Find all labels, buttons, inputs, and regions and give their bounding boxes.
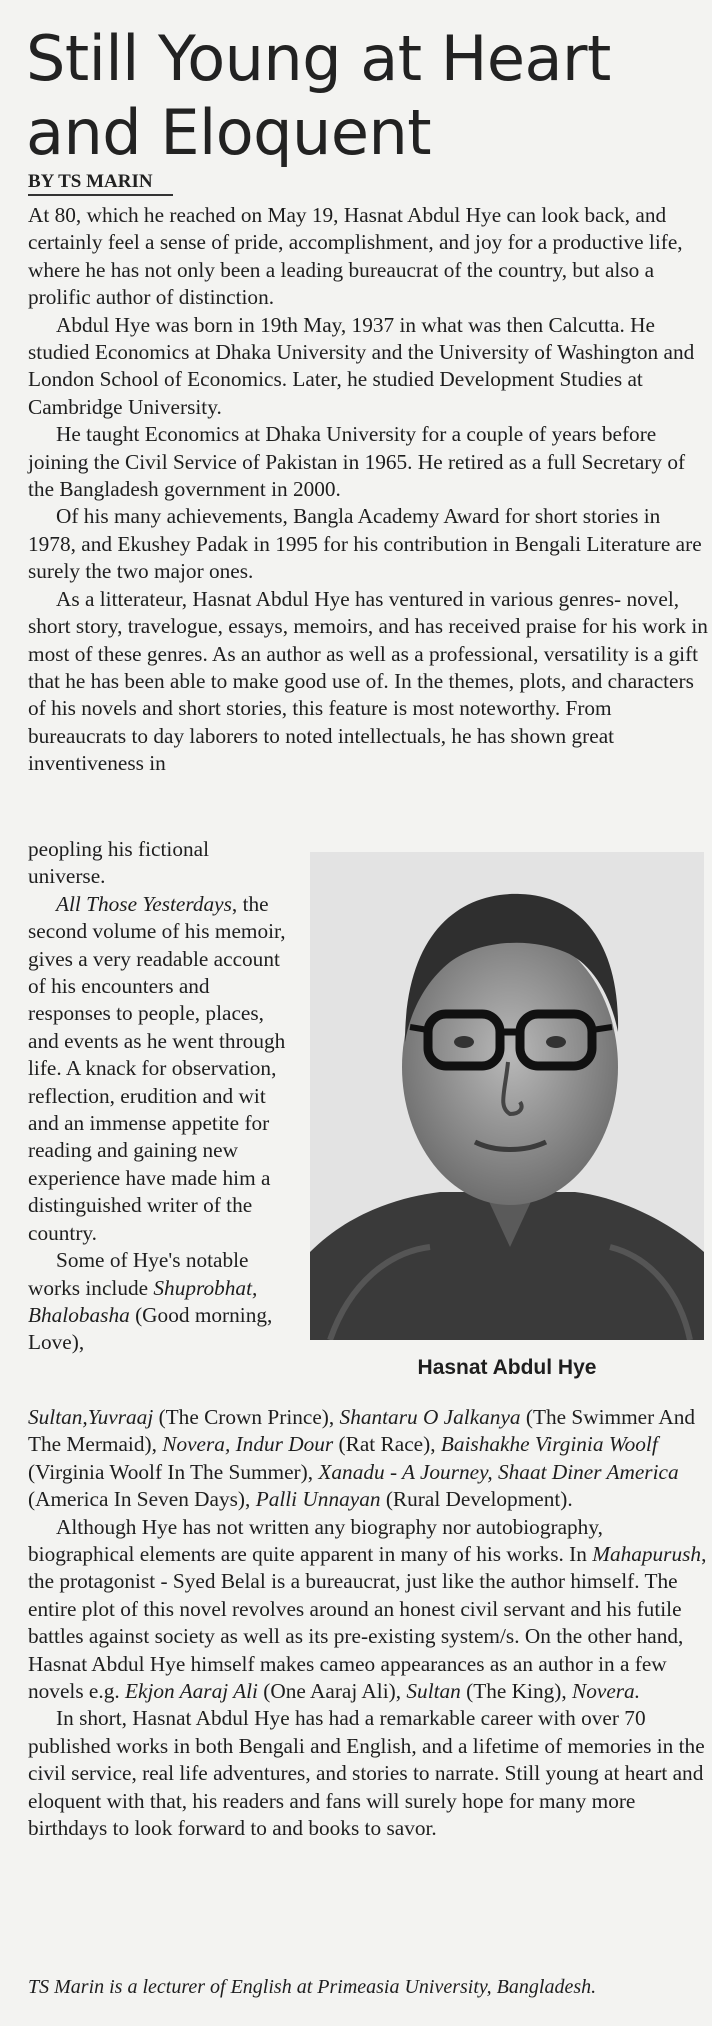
book-title: Palli Unnayan [255, 1487, 381, 1512]
article-body-bottom [28, 1404, 708, 1843]
paragraph-memoir: All Those Yesterdays, the second volume of his memoir, gives a very readable account of his encounters and responses to people, places, and events as he went through life. A knack for observation, reflection, erudition and wit and an immense appetite for reading and gaining new experience have made him a distinguished writer of the country. [28, 891, 286, 1245]
article-headline [26, 22, 696, 170]
paragraph-birth: Abdul Hye was born in 19th May, 1937 in what was then Calcutta. He studied Economics at Dhaka University and the University of Washington and London School of Economics. Later, he studied Development Studies at Cambridge University. [28, 312, 695, 419]
book-title: Baishakhe Virginia Woolf [440, 1432, 658, 1457]
book-title: Novera, Indur Dour [162, 1432, 334, 1457]
book-title: Sultan,Yuvraaj [28, 1405, 154, 1429]
paragraph-career: He taught Economics at Dhaka University for a couple of years before joining the Civil Service of Pakistan in 1965. He retired as a full Secretary of the Bangladesh government in 2000. [28, 422, 686, 502]
book-title: Shuprobhat, Bhalobasha [28, 1275, 258, 1327]
paragraph-awards: Of his many achievements, Bangla Academy Award for short stories in 1978, and Ekushey Padak in 1995 for his contribution in Bengali Literature are surely the two major ones. [28, 504, 702, 584]
paragraph-litterateur-end: peopling his fictional universe. [28, 837, 209, 889]
paragraph-conclusion: In short, Hasnat Abdul Hye has had a remarkable career with over 70 published works in both Bengali and English, and a lifetime of memories in the civil service, real life adventures, and stories to narrate. Still young at heart and eloquent with that, his readers and fans will surely hope for many more birthdays to look forward to and books to savor. [28, 1706, 705, 1841]
book-title: All Those Yesterdays [56, 891, 232, 916]
headline-line-2: and Eloquent [26, 96, 432, 169]
paragraph-litterateur: As a litterateur, Hasnat Abdul Hye has ventured in various genres- novel, short story, travelogue, essays, memoirs, and has received praise for his work in most of these genres. As an author as well as a professional, versatility is a gift that he has been able to make good use of. In the themes, plots, and characters of his novels and short stories, this feature is most noteworthy. From bureaucrats to day laborers to noted intellectuals, he has shown great inventiveness in [28, 586, 708, 776]
paragraph-works-continued: Sultan,Yuvraaj (The Crown Prince), Shantaru O Jalkanya (The Swimmer And The Mermaid), Novera, Indur Dour (Rat Race), Baishakhe Virginia Woolf (Virginia Woolf In The Summer), Xanadu - A Journey, Shaat Diner America (America In Seven Days), Palli Unnayan (Rural Development). [28, 1405, 696, 1512]
paragraph-intro: At 80, which he reached on May 19, Hasnat Abdul Hye can look back, and certainly feel a sense of pride, accomplishment, and joy for a productive life, where he has not only been a leading bureaucrat of the country, but also a prolific author of distinction. [28, 203, 683, 310]
portrait-illustration [310, 852, 704, 1340]
paragraph-biography: Although Hye has not written any biography nor autobiography, biographical elements are quite apparent in many of his works. In Mahapurush, the protagonist - Syed Belal is a bureaucrat, just like the author himself. The entire plot of this novel revolves around an honest civil servant and his futile battles against society as well as its pre-existing system/s. On the other hand, Hasnat Abdul Hye himself makes cameo appearances as an author in a few novels e.g. Ekjon Aaraj Ali (One Aaraj Ali), Sultan (The King), Novera. [28, 1514, 707, 1704]
article-body-column [28, 836, 290, 1357]
book-title: Shantaru O Jalkanya [339, 1405, 521, 1429]
book-title: Mahapurush [592, 1542, 702, 1567]
paragraph-works: Some of Hye's notable works include Shuprobhat, Bhalobasha (Good morning, Love), [28, 1248, 273, 1355]
book-title: Xanadu - A Journey, Shaat Diner America [318, 1459, 679, 1484]
article-body-top [28, 202, 708, 778]
book-title: Sultan [406, 1679, 461, 1704]
author-credit: TS Marin is a lecturer of English at Primeasia University, Bangladesh. [28, 1976, 597, 1998]
book-title: Ekjon Aaraj Ali [125, 1679, 258, 1704]
byline: BY TS MARIN [28, 171, 153, 192]
author-portrait-photo [310, 852, 704, 1340]
book-title: Novera. [572, 1679, 641, 1704]
photo-caption: Hasnat Abdul Hye [417, 1356, 597, 1379]
headline-line-1: Still Young at Heart [26, 22, 611, 95]
byline-underline [28, 194, 173, 196]
